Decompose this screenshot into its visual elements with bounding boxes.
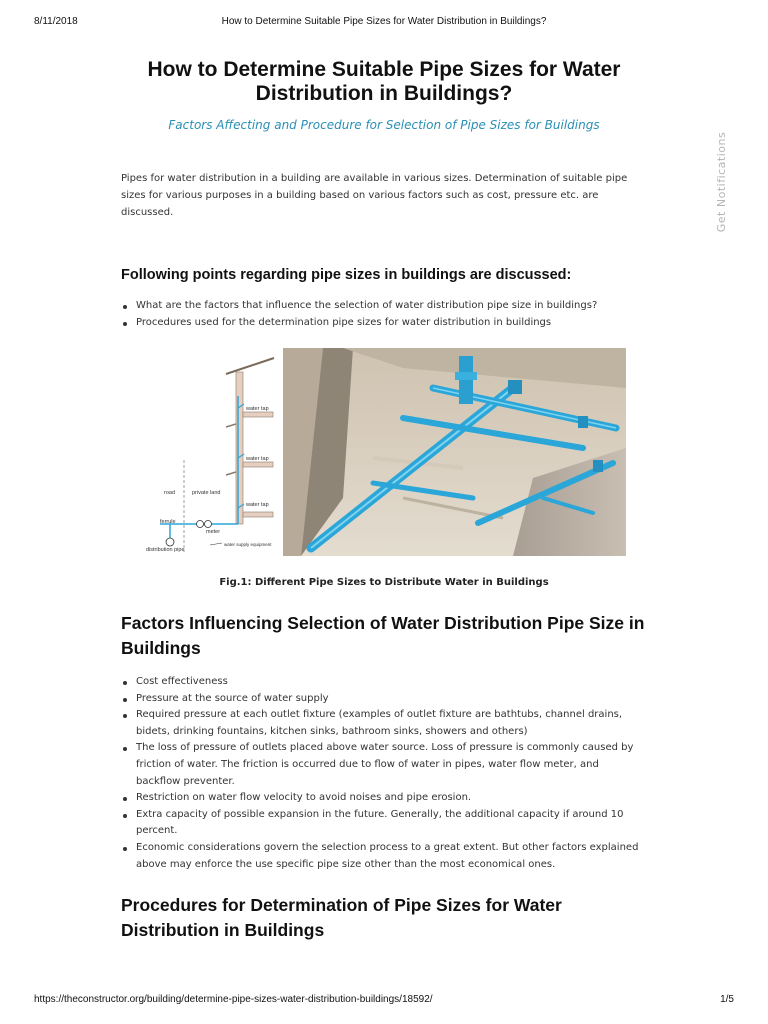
page-url: https://theconstructor.org/building/determine-pipe-sizes-water-distribution-buildings/18592/ (34, 994, 433, 1005)
list-item: The loss of pressure of outlets placed above water source. Loss of pressure is commonly caused by friction of water. The friction is occurred due to flow of water in pipes, water flow meter, and backflow preventer. (121, 740, 641, 790)
diagram-label-tap-3: water tap (246, 502, 269, 508)
bullet-icon (123, 305, 127, 309)
page-number: 1/5 (720, 994, 734, 1005)
bullet-icon (123, 847, 127, 851)
list-item: What are the factors that influence the selection of water distribution pipe size in buildings? (121, 298, 641, 315)
plumbing-diagram (140, 352, 282, 556)
bullet-icon (123, 698, 127, 702)
diagram-label-road: road (164, 490, 176, 496)
diagram-label-distribution-pipe: distribution pipe (146, 547, 185, 553)
article-subtitle: Factors Affecting and Procedure for Selection of Pipe Sizes for Buildings (168, 118, 600, 132)
list-item: Required pressure at each outlet fixture (examples of outlet fixture are bathtubs, channel drains, bidets, drinking fountains, kitchen sinks, bathroom sinks, showers and others) (121, 707, 641, 740)
diagram-label-private-land: private land (192, 490, 221, 496)
diagram-label-tap-1: water tap (246, 406, 269, 412)
diagram-label-equipment: water supply equipment (224, 542, 272, 547)
bullet-icon (123, 714, 127, 718)
points-list (121, 298, 641, 331)
diagram-label-tap-2: water tap (246, 456, 269, 462)
get-notifications-tab[interactable]: Get Notifications (715, 131, 728, 233)
points-heading: Following points regarding pipe sizes in buildings are discussed: (121, 267, 572, 283)
print-date: 8/11/2018 (34, 16, 78, 27)
list-item: Extra capacity of possible expansion in the future. Generally, the additional capacity if around 10 percent. (121, 807, 641, 840)
print-header (0, 16, 768, 30)
print-footer (0, 994, 768, 1008)
list-item: Procedures used for the determination pipe sizes for water distribution in buildings (121, 315, 641, 332)
diagram-label-meter: meter (206, 529, 221, 535)
list-item: Economic considerations govern the selection process to a great extent. But other factors explained above may enforce the use specific pipe size other than the most economical ones. (121, 840, 641, 873)
factors-list (121, 674, 641, 873)
list-item: Restriction on water flow velocity to avoid noises and pipe erosion. (121, 790, 641, 807)
bullet-icon (123, 797, 127, 801)
print-page-title: How to Determine Suitable Pipe Sizes for Water Distribution in Buildings? (221, 16, 547, 27)
bullet-icon (123, 322, 127, 326)
procedures-heading: Procedures for Determination of Pipe Sizes for Water Distribution in Buildings (121, 895, 562, 940)
figure-caption: Fig.1: Different Pipe Sizes to Distribute Water in Buildings (219, 577, 549, 588)
pipes-photo (283, 348, 626, 556)
intro-paragraph: Pipes for water distribution in a building are available in various sizes. Determination of suitable pipe sizes for various purposes in a building based on various factors such as cost, pressure etc. are discussed. (121, 173, 628, 218)
list-item: Cost effectiveness (121, 674, 641, 691)
list-item: Pressure at the source of water supply (121, 691, 641, 708)
bullet-icon (123, 747, 127, 751)
article-title: How to Determine Suitable Pipe Sizes for Water Distribution in Buildings? (147, 58, 621, 105)
bullet-icon (123, 681, 127, 685)
bullet-icon (123, 814, 127, 818)
diagram-label-ferrule: ferrule (160, 519, 176, 525)
factors-heading: Factors Influencing Selection of Water Distribution Pipe Size in Buildings (121, 613, 645, 658)
